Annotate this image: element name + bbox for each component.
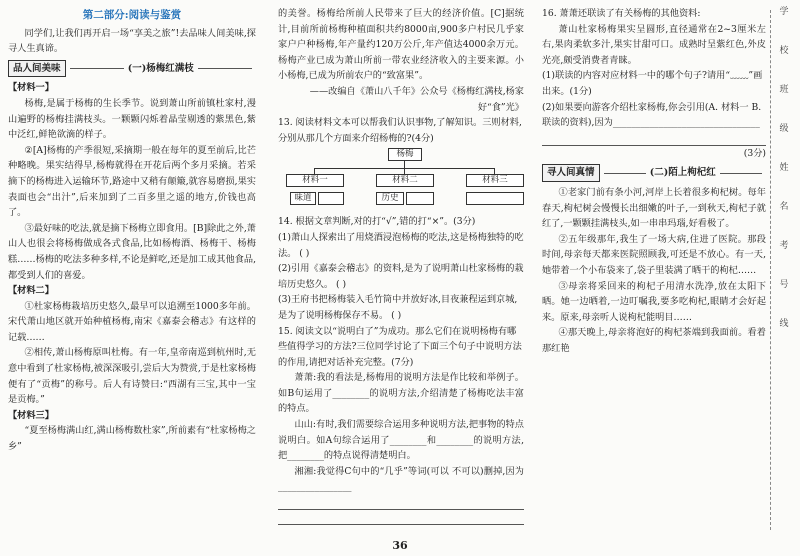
binding-char: 学 [779, 7, 789, 17]
diagram-sub-history: 历史 [376, 192, 404, 205]
story-paragraph: ②五年级那年,我生了一场大病,住进了医院。那段时间,母亲每天都来医院照顾我,可还是不放心。有一天,她带着一个小布袋来了,袋子里装满了晒干的枸杞…… [542, 233, 766, 276]
binding-char: 线 [779, 319, 789, 329]
question-15: 15. 阅读文以“说明白了”为成功。那么它们在说明杨梅有哪些值得学习的方法?三位同学讨论了下面三个句子中说明方法的作用,请把对话补充完整。(7分) [278, 325, 522, 368]
diagram-root: 杨梅 [388, 148, 422, 161]
section-title: 第二部分:阅读与鉴赏 [82, 9, 182, 21]
answer-paren[interactable]: ( ) [391, 309, 402, 321]
binding-char: 号 [779, 280, 789, 290]
diagram-connector [404, 160, 405, 168]
intro-text: 同学们,让我们再开启一场“享美之旅”!去品味人间美味,探寻人生真谛。 [8, 27, 256, 55]
left-column [8, 6, 256, 455]
question-16: 16. 萧萧还联读了有关杨梅的其他资料: [542, 8, 701, 19]
material-3-label: 【材料三】 [8, 409, 54, 421]
page-number: 36 [392, 539, 408, 552]
story-paragraph: ③母亲将采回来的枸杞子用清水洗净,放在太阳下晒。她一边晒着,一边叮嘱我,要多吃枸杞,眼睛才会好起来。原来,母亲听人说枸杞能明目…… [542, 280, 766, 323]
question-13 [278, 115, 524, 146]
material-3-continued: 的美誉。杨梅给所前人民带来了巨大的经济价值。[C]据统计,目前所前杨梅种植面积共约8000亩,900多户村民几乎家家户户种杨梅,年产量约120万公斤,年产值达4000余万元。杨梅产业已成为萧山所前一带农业经济收入的主要来源。小小杨梅,已成为所前农户的“致富果”。 [278, 8, 524, 82]
question-14-2-text: (2)引用《嘉泰会稽志》的资料,是为了说明萧山杜家杨梅的栽培历史悠久。 [278, 263, 524, 290]
binding-char: 姓 [779, 163, 789, 173]
question-16-quote: 萧山杜家杨梅果实呈圆形,直径通常在2~3厘米左右,果肉柔软多汁,果实甘甜可口。成熟时呈紫红色,外皮光亮,颇受消费者青睐。 [542, 23, 766, 66]
question-15-dialogue: 湘湘:我觉得C句中的“几乎”等词(可以 不可以)删掉,因为________________ [278, 465, 524, 493]
binding-char: 名 [779, 202, 789, 212]
answer-line[interactable] [278, 510, 524, 525]
material-1-paragraph: ②[A]杨梅的产季很短,采摘期一般在每年的夏至前后,比芒种略晚。果实结得早,杨梅就得在开花后两个多月采摘。若采摘下的杨梅进入运输环节,路途中又稍有颠簸,就容易磨损,果实表面也会“出汁”,后来加到了二百多里之遥的地方,价钱也高了。 [8, 144, 256, 219]
answer-line[interactable] [542, 131, 766, 146]
question-14-3-text: (3)王府书把杨梅装入毛竹筒中并放好冰,目夜兼程运到京城,是为了说明杨梅保存不易。 [278, 294, 518, 321]
material-1-label: 【材料一】 [8, 82, 54, 94]
question-16-1: (1)联读的内容对应材料一中的哪个句子?请用“﹏﹏”画出来。(1分) [542, 70, 763, 97]
answer-paren[interactable]: ( ) [336, 278, 347, 290]
diagram-box-material-3: 材料三 [466, 174, 524, 187]
unit2-tag: 寻人间真情 [542, 164, 600, 182]
unit1-subtitle: (一)杨梅红满枝 [127, 62, 194, 74]
material-1-paragraph: 杨梅,是属于杨梅的生长季节。说到萧山所前镇杜家村,漫山遍野的杨梅挂满枝头。一颗颗闪烁着晶莹剔透的紫黑色,紫中泛红,鲜艳欲滴的样子。 [8, 97, 256, 141]
score-label: (3分) [743, 147, 766, 159]
material-1-paragraph: ③最好味的吃法,就是摘下杨梅立即食用。[B]除此之外,萧山人也很会将杨梅做成各式食品,比如杨梅酒、杨梅干、杨梅糕……杨梅的吃法多种多样,不论是鲜吃,还是加工成其他食品,都受到人们的喜爱。 [8, 222, 256, 281]
diagram-blank[interactable] [466, 192, 524, 205]
question-14: 14. 根据文章判断,对的打“√”,错的打“×”。(3分) [278, 216, 476, 228]
divider [198, 68, 252, 69]
question-16-2: (2)如果要向游客介绍杜家杨梅,你会引用(A. 材料一 B. 联读的资料),因为________________________________ [542, 101, 762, 129]
unit2-header [542, 164, 766, 182]
diagram-blank[interactable] [406, 192, 434, 205]
material-2-paragraph: ②相传,萧山杨梅原叫杜梅。有一年,皇帝南巡到杭州时,无意中看到了杜家杨梅,被深深吸引,尝后大为赞赏,于是杜家杨梅便有了“贡梅”的称号。后人有诗赞曰:“西湖有三宝,其中一宝是贡梅。” [8, 347, 256, 406]
story-paragraph: ①老家门前有条小河,河岸上长着很多枸杞树。每年春天,枸杞树会慢慢长出细嫩的叶子,一到秋天,枸杞子就红了,一颗颗挂满枝头,如一串串玛瑙,好看极了。 [542, 186, 766, 230]
middle-column [278, 6, 524, 525]
question-15-dialogue: 萧萧:我的看法是,杨梅用的说明方法是作比较和举例子。如B句运用了________的说明方法,介绍清楚了杨梅吃法丰富的特点。 [278, 372, 524, 415]
answer-line[interactable] [278, 495, 524, 510]
binding-line [770, 10, 772, 530]
binding-char: 级 [779, 124, 789, 134]
material-3-paragraph: “夏至杨梅满山红,满山杨梅数杜家”,所前素有“杜家杨梅之乡” [8, 425, 256, 453]
binding-char: 考 [779, 241, 789, 251]
question-13-text: 13. 阅读材料文本可以帮我们认识事物,了解知识。三则材料,分别从那几个方面来介绍杨梅的?(4分) [278, 117, 522, 144]
diagram-sub-taste: 味道 [290, 192, 316, 205]
question-14-item [278, 261, 524, 292]
answer-paren[interactable]: ( ) [299, 247, 310, 259]
material-2-label: 【材料二】 [8, 285, 54, 297]
divider [70, 68, 124, 69]
right-column [542, 6, 766, 356]
unit1-tag: 品人间美味 [8, 60, 66, 78]
material-2-paragraph: ①杜家杨梅栽培历史悠久,最早可以追溯至1000多年前。宋代萧山地区就开始种植杨梅,南宋《嘉泰会稽志》有这样的记载…… [8, 300, 256, 343]
divider [720, 173, 762, 174]
diagram-blank[interactable] [318, 192, 344, 205]
diagram-box-material-2: 材料二 [376, 174, 434, 187]
question-13-diagram [278, 148, 524, 210]
binding-labels [776, 6, 792, 357]
source-note: ——改编自《萧山八千年》公众号《杨梅红满枝,杨家好“食”光》 [309, 85, 524, 113]
question-14-item [278, 230, 524, 261]
unit2-subtitle: (二)陌上枸杞红 [649, 167, 716, 179]
question-14-item [278, 292, 524, 323]
binding-char: 班 [779, 85, 789, 95]
question-14-1-text: (1)萧山人探索出了用烧酒浸泡杨梅的吃法,这是杨梅独特的吃法。 [278, 231, 524, 259]
story-paragraph: ④那天晚上,母亲将泡好的枸杞茶端到我面前。看着那红艳 [542, 327, 766, 354]
diagram-box-material-1: 材料一 [286, 174, 344, 187]
binding-char: 校 [779, 46, 789, 56]
question-15-dialogue: 山山:有时,我们需要综合运用多种说明方法,把事物的特点说明白。如A句综合运用了________和________的说明方法,把________的特点说得清楚明白。 [278, 419, 524, 462]
unit1-header [8, 60, 256, 78]
divider [604, 173, 646, 174]
